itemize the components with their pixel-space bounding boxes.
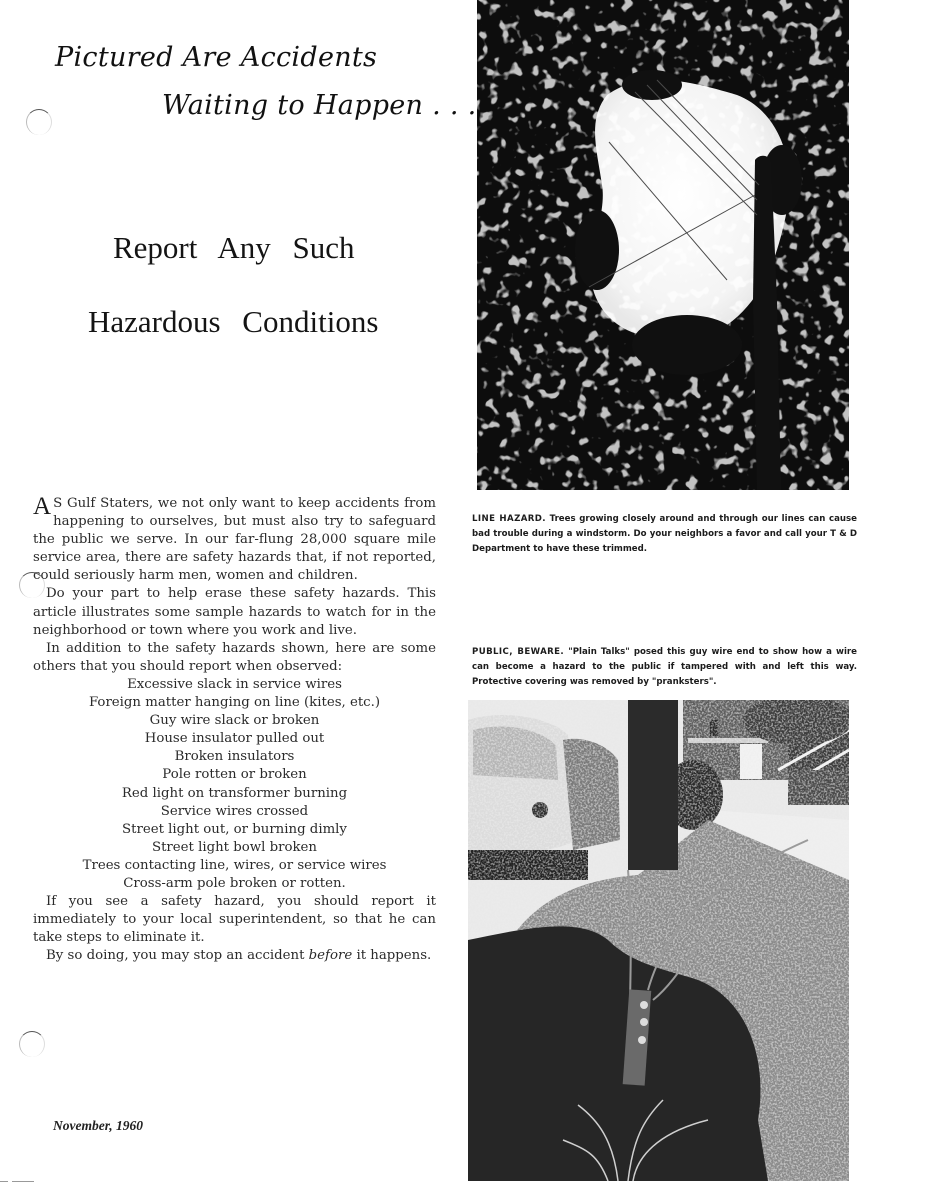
- crop-mark: [12, 1181, 34, 1182]
- binder-hole-mark: [19, 1031, 45, 1057]
- hazard-list-item: Cross-arm pole broken or rotten.: [123, 875, 346, 891]
- crop-mark: [0, 1181, 8, 1182]
- script-headline-line-1: Pictured Are Accidents: [55, 42, 378, 73]
- title-line-2: Hazardous Conditions: [88, 304, 379, 339]
- article-paragraph-2: Do your part to help erase these safety hazards. This article illustrates some sample hazards to watch for in the neighborhood or town where you work and live.: [33, 586, 436, 638]
- issue-date: November, 1960: [53, 1118, 143, 1133]
- caption-text: "Plain Talks" posed this guy wire end to show how a wire can become a hazard to the public if tampered with and left this way. Protective covering was removed by "pranksters".: [472, 647, 858, 687]
- trees-power-lines-image: [477, 0, 849, 490]
- hazard-list-item: Street light bowl broken: [151, 839, 317, 855]
- hazard-list: [33, 676, 436, 893]
- article-paragraph-3: In addition to the safety hazards shown, here are some others that you should report when observed:: [33, 640, 436, 674]
- photo-caption-line-hazard: [472, 512, 857, 557]
- hazard-list-item: Guy wire slack or broken: [149, 713, 320, 729]
- hazard-list-item: Trees contacting line, wires, or service wires: [82, 857, 387, 873]
- hazard-list-item: Broken insulators: [174, 749, 295, 765]
- hazard-list-item: Excessive slack in service wires: [127, 676, 342, 692]
- photo-public-beware: [468, 700, 849, 1181]
- paragraph-text: S Gulf Staters, we not only want to keep accidents from happening to ourselves, but must also try to safeguard the public we serve. In our far-flung 28,000 square mile service area, there are safety hazards that, if not reported, could seriously harm men, women and children.: [33, 496, 436, 584]
- article-paragraph-5: [33, 947, 436, 965]
- photo-caption-public-beware: [472, 645, 857, 690]
- photo-line-hazard: [477, 0, 849, 490]
- hazard-list-item: Red light on transformer burning: [121, 785, 348, 801]
- drop-cap: A: [33, 493, 52, 520]
- caption-lead: PUBLIC, BEWARE.: [472, 647, 565, 657]
- hazard-list-item: Foreign matter hanging on line (kites, etc.): [88, 695, 381, 711]
- hazard-list-item: Service wires crossed: [160, 803, 309, 819]
- article-paragraph-4: If you see a safety hazard, you should report it immediately to your local superintendent, so that he can take steps to eliminate it.: [33, 894, 436, 946]
- guy-wire-street-image: [468, 700, 849, 1181]
- article-paragraph-1: [33, 495, 436, 585]
- hazard-list-item: Pole rotten or broken: [162, 767, 307, 783]
- caption-text: Trees growing closely around and through our lines can cause bad trouble during a windstorm. Do your neighbors a favor and call your T & D Department to have these trimmed.: [472, 514, 857, 554]
- script-headline-line-2: Waiting to Happen . . .: [162, 90, 477, 121]
- hazard-list-item: Street light out, or burning dimly: [122, 821, 347, 837]
- title-line-1: Report Any Such: [113, 230, 355, 265]
- paragraph-text: By so doing, you may stop an accident: [46, 948, 309, 964]
- binder-hole-mark: [26, 109, 52, 135]
- hazard-list-item: House insulator pulled out: [144, 731, 325, 747]
- caption-lead: LINE HAZARD.: [472, 514, 546, 524]
- emphasis-text: before: [308, 948, 353, 964]
- article-body: [33, 495, 436, 965]
- paragraph-text: it happens.: [352, 948, 432, 964]
